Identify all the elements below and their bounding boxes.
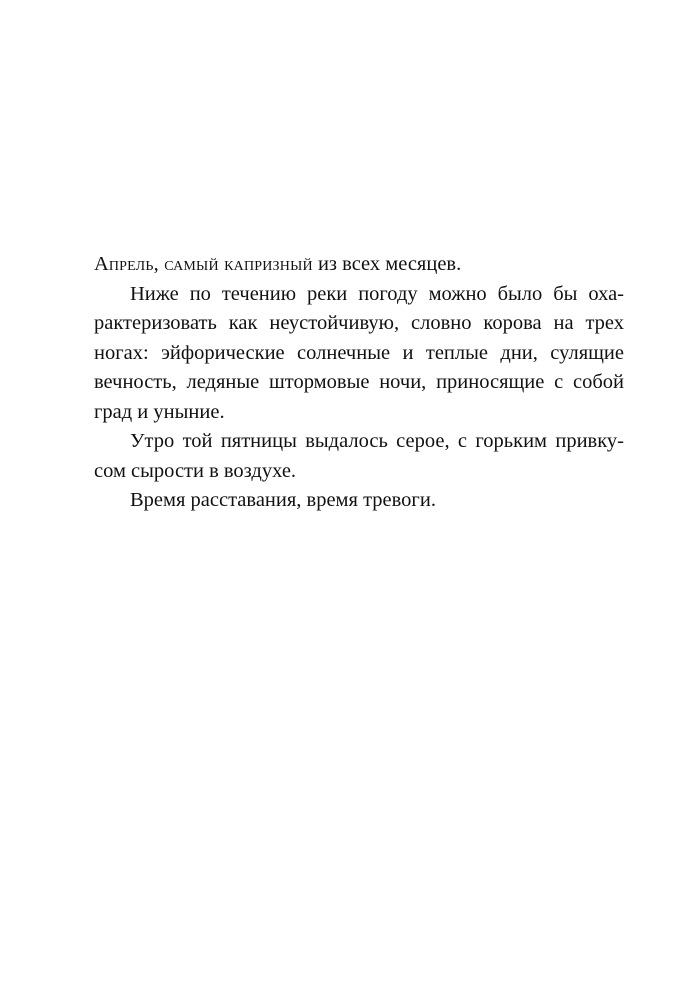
paragraph-1-line-4: вечность, ледяные штормовые ночи, приносящие с собой — [94, 371, 624, 393]
paragraph-1-line-2: рактеризовать как неустойчивую, словно корова на трех — [94, 312, 624, 334]
paragraph-3-line-1: Время расставания, время тревоги. — [130, 489, 436, 511]
opening-initial: А — [94, 253, 109, 275]
paragraph-1-line-1: Ниже по течению реки погоду можно было бы оха- — [130, 282, 624, 305]
paragraph-2-line-2: сом сырости в воздухе. — [94, 459, 297, 482]
body-text — [94, 250, 624, 516]
opening-line — [94, 250, 624, 280]
paragraph-1-line-5: град и уныние. — [94, 400, 225, 423]
opening-smallcaps: прель, самый капризный — [108, 253, 313, 275]
paragraph-1-line-3: ногах: эйфорические солнечные и теплые дни, сулящие — [94, 341, 624, 364]
paragraph-2-line-1: Утро той пятницы выдалось серое, с горьким привку- — [130, 430, 624, 452]
opening-rest: из всех месяцев. — [312, 253, 462, 275]
